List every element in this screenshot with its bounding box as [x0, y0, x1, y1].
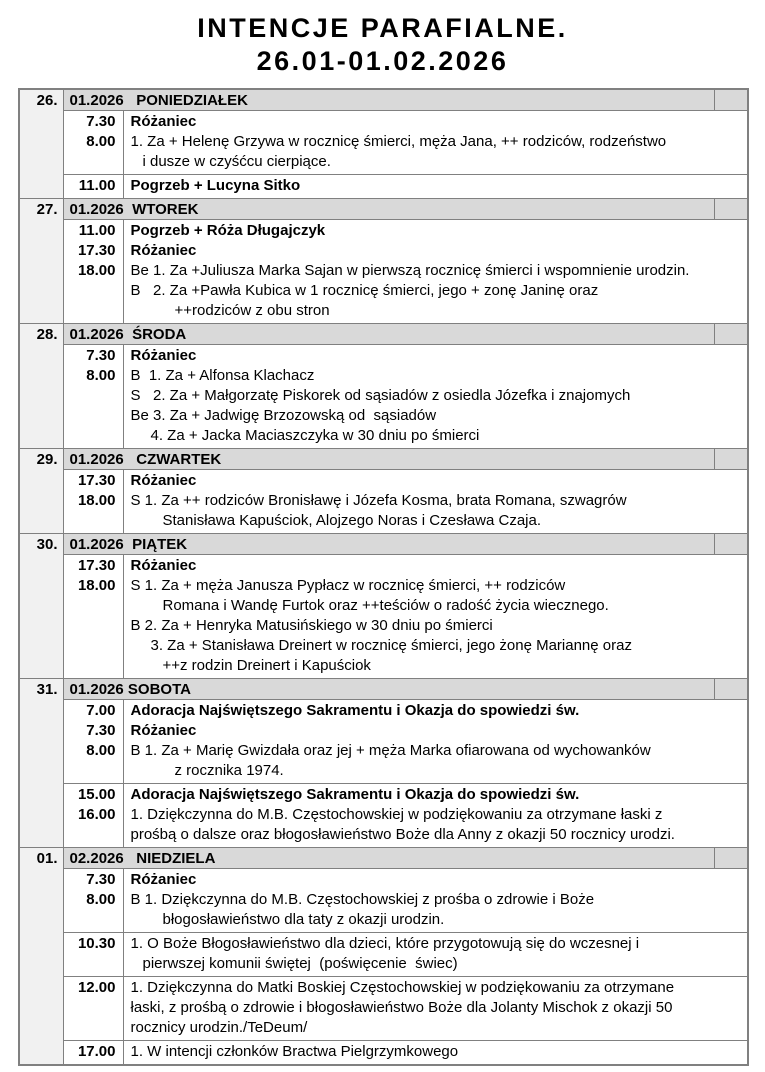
- day-header: [63, 679, 714, 700]
- header-end-cell: [714, 449, 748, 470]
- day-header: [63, 449, 714, 470]
- date-label: 01.2026: [69, 326, 124, 343]
- intentions-block-row: [19, 784, 748, 848]
- time-cell: [63, 175, 123, 199]
- intentions-cell: [123, 869, 748, 933]
- time-label: 10.30: [77, 935, 116, 952]
- time-label: 18.00: [77, 492, 116, 509]
- intention-line: S 1. Za ++ rodziców Bronisławę i Józefa Kosma, brata Romana, szwagrów: [130, 492, 627, 509]
- weekday-label: PIĄTEK: [123, 536, 188, 553]
- time-label: 11.00: [78, 222, 116, 239]
- intention-line: Różaniec: [130, 722, 197, 739]
- intentions-cell: [123, 345, 748, 449]
- weekday-label: NIEDZIELA: [123, 850, 216, 867]
- intention-line: 1. Dziękczynna do M.B. Częstochowskiej w podziękowaniu za otrzymane łaski z: [130, 806, 663, 823]
- intentions-block-row: [19, 220, 748, 324]
- intentions-block-row: [19, 700, 748, 784]
- intentions-block-row: [19, 345, 748, 449]
- header-end-cell: [714, 324, 748, 345]
- header-end-cell: [714, 89, 748, 111]
- day-number: 27.: [19, 199, 63, 324]
- weekday-label: CZWARTEK: [123, 451, 222, 468]
- intentions-cell: [123, 700, 748, 784]
- intentions-table: [18, 88, 749, 1066]
- intention-line: Pogrzeb + Róża Długajczyk: [130, 222, 326, 239]
- intention-line: Różaniec: [130, 557, 197, 574]
- intention-line: Różaniec: [130, 472, 197, 489]
- time-label: 12.00: [77, 979, 116, 996]
- day-header-row: [19, 89, 748, 111]
- time-label: 18.00: [77, 262, 116, 279]
- time-label: 17.30: [77, 242, 116, 259]
- time-cell: [63, 869, 123, 933]
- intentions-cell: [123, 111, 748, 175]
- intentions-block-row: [19, 555, 748, 679]
- intentions-block-row: [19, 869, 748, 933]
- time-cell: [63, 345, 123, 449]
- intention-line: Adoracja Najświętszego Sakramentu i Okazja do spowiedzi św.: [130, 702, 580, 719]
- intention-line: 1. O Boże Błogosławieństwo dla dzieci, które przygotowują się do wczesnej i: [130, 935, 640, 952]
- day-header-row: [19, 449, 748, 470]
- intention-line: pierwszej komunii świętej (poświęcenie świec): [142, 955, 458, 972]
- day-header-row: [19, 679, 748, 700]
- intention-line: 4. Za + Jacka Maciaszczyka w 30 dniu po śmierci: [150, 427, 480, 444]
- intention-line: B 1. Za + Alfonsa Klachacz: [130, 367, 315, 384]
- intention-line: łaski, z prośbą o zdrowie i błogosławieństwo Boże dla Jolanty Mischok z okazji 50: [130, 999, 673, 1016]
- intentions-block-row: [19, 1041, 748, 1066]
- intention-line: błogosławieństwo dla taty z okazji urodzin.: [162, 911, 445, 928]
- day-number: 30.: [19, 534, 63, 679]
- intention-line: 1. Dziękczynna do Matki Boskiej Częstochowskiej w podziękowaniu za otrzymane: [130, 979, 675, 996]
- time-cell: [63, 933, 123, 977]
- intention-line: Różaniec: [130, 347, 197, 364]
- intention-line: ++rodziców z obu stron: [174, 302, 330, 319]
- time-label: 16.00: [77, 806, 116, 823]
- intentions-cell: [123, 977, 748, 1041]
- intentions-cell: [123, 220, 748, 324]
- intention-line: B 1. Za + Marię Gwizdała oraz jej + męża Marka ofiarowana od wychowanków: [130, 742, 651, 759]
- intentions-cell: [123, 555, 748, 679]
- day-header-row: [19, 848, 748, 869]
- day-number: 01.: [19, 848, 63, 1066]
- intentions-block-row: [19, 470, 748, 534]
- intention-line: Różaniec: [130, 871, 197, 888]
- time-label: 8.00: [86, 367, 116, 384]
- intention-line: 1. W intencji członków Bractwa Pielgrzymkowego: [130, 1043, 459, 1060]
- date-label: 01.2026: [69, 681, 124, 698]
- time-cell: [63, 977, 123, 1041]
- intention-line: 3. Za + Stanisława Dreinert w rocznicę śmierci, jego żonę Mariannę oraz: [150, 637, 632, 654]
- date-label: 01.2026: [69, 92, 124, 109]
- day-header: [63, 199, 714, 220]
- intention-line: Be 3. Za + Jadwigę Brzozowską od sąsiadów: [130, 407, 437, 424]
- header-end-cell: [714, 679, 748, 700]
- day-number: 26.: [19, 89, 63, 199]
- page-title-line1: INTENCJE PARAFIALNE.: [197, 13, 568, 43]
- time-label: 7.30: [86, 722, 116, 739]
- intention-line: Pogrzeb + Lucyna Sitko: [130, 177, 301, 194]
- time-cell: [63, 220, 123, 324]
- time-label: 7.30: [86, 871, 116, 888]
- intentions-cell: [123, 470, 748, 534]
- day-header-row: [19, 534, 748, 555]
- intentions-cell: [123, 784, 748, 848]
- time-cell: [63, 470, 123, 534]
- day-header: [63, 534, 714, 555]
- intention-line: B 1. Dziękczynna do M.B. Częstochowskiej z prośba o zdrowie i Boże: [130, 891, 595, 908]
- intentions-cell: [123, 175, 748, 199]
- header-end-cell: [714, 848, 748, 869]
- time-cell: [63, 111, 123, 175]
- intention-line: z rocznika 1974.: [174, 762, 284, 779]
- intention-line: Be 1. Za +Juliusza Marka Sajan w pierwszą rocznicę śmierci i wspomnienie urodzin.: [130, 262, 690, 279]
- weekday-label: ŚRODA: [123, 326, 187, 343]
- day-number: 29.: [19, 449, 63, 534]
- weekday-label: WTOREK: [123, 201, 199, 218]
- intention-line: S 1. Za + męża Janusza Pypłacz w rocznicę śmierci, ++ rodziców: [130, 577, 566, 594]
- time-cell: [63, 700, 123, 784]
- intentions-cell: [123, 1041, 748, 1066]
- intentions-block-row: [19, 977, 748, 1041]
- intention-line: B 2. Za +Pawła Kubica w 1 rocznicę śmierci, jego + zonę Janinę oraz: [130, 282, 599, 299]
- day-header: [63, 89, 714, 111]
- weekday-label: PONIEDZIAŁEK: [123, 92, 248, 109]
- intention-line: B 2. Za + Henryka Matusińskiego w 30 dniu po śmierci: [130, 617, 493, 634]
- intention-line: Adoracja Najświętszego Sakramentu i Okazja do spowiedzi św.: [130, 786, 580, 803]
- day-number: 31.: [19, 679, 63, 848]
- header-end-cell: [714, 199, 748, 220]
- intention-line: 1. Za + Helenę Grzywa w rocznicę śmierci, męża Jana, ++ rodziców, rodzeństwo: [130, 133, 667, 150]
- intentions-table-body: [19, 89, 748, 1065]
- intention-line: Różaniec: [130, 242, 197, 259]
- weekday-label: SOBOTA: [123, 681, 191, 698]
- intentions-block-row: [19, 111, 748, 175]
- header-end-cell: [714, 534, 748, 555]
- intention-line: S 2. Za + Małgorzatę Piskorek od sąsiadów z osiedla Józefka i znajomych: [130, 387, 631, 404]
- intention-line: ++z rodzin Dreinert i Kapuściok: [162, 657, 371, 674]
- intentions-block-row: [19, 933, 748, 977]
- day-number: 28.: [19, 324, 63, 449]
- time-cell: [63, 784, 123, 848]
- date-label: 01.2026: [69, 536, 124, 553]
- intention-line: Stanisława Kapuściok, Alojzego Noras i Czesława Czaja.: [162, 512, 542, 529]
- day-header: [63, 848, 714, 869]
- time-cell: [63, 1041, 123, 1066]
- page-title: [0, 0, 765, 78]
- time-label: 11.00: [78, 177, 116, 194]
- intention-line: i dusze w czyśćcu cierpiące.: [142, 153, 331, 170]
- time-label: 7.30: [86, 113, 116, 130]
- time-label: 8.00: [86, 133, 116, 150]
- time-label: 8.00: [86, 891, 116, 908]
- day-header-row: [19, 324, 748, 345]
- intentions-cell: [123, 933, 748, 977]
- time-label: 7.00: [86, 702, 116, 719]
- intention-line: Romana i Wandę Furtok oraz ++teściów o radość życia wiecznego.: [162, 597, 609, 614]
- intention-line: Różaniec: [130, 113, 197, 130]
- time-label: 15.00: [77, 786, 116, 803]
- time-label: 17.00: [77, 1043, 116, 1060]
- time-label: 8.00: [86, 742, 116, 759]
- intention-line: prośbą o dalsze oraz błogosławieństwo Boże dla Anny z okazji 50 rocznicy urodzi.: [130, 826, 675, 843]
- date-label: 01.2026: [69, 451, 124, 468]
- page-title-line2: 26.01-01.02.2026: [256, 46, 509, 76]
- intention-line: rocznicy urodzin./TeDeum/: [130, 1019, 308, 1036]
- day-header-row: [19, 199, 748, 220]
- intentions-block-row: [19, 175, 748, 199]
- time-label: 18.00: [77, 577, 116, 594]
- date-label: 01.2026: [69, 201, 124, 218]
- time-cell: [63, 555, 123, 679]
- day-header: [63, 324, 714, 345]
- time-label: 17.30: [77, 557, 116, 574]
- date-label: 02.2026: [69, 850, 124, 867]
- time-label: 7.30: [86, 347, 116, 364]
- time-label: 17.30: [77, 472, 116, 489]
